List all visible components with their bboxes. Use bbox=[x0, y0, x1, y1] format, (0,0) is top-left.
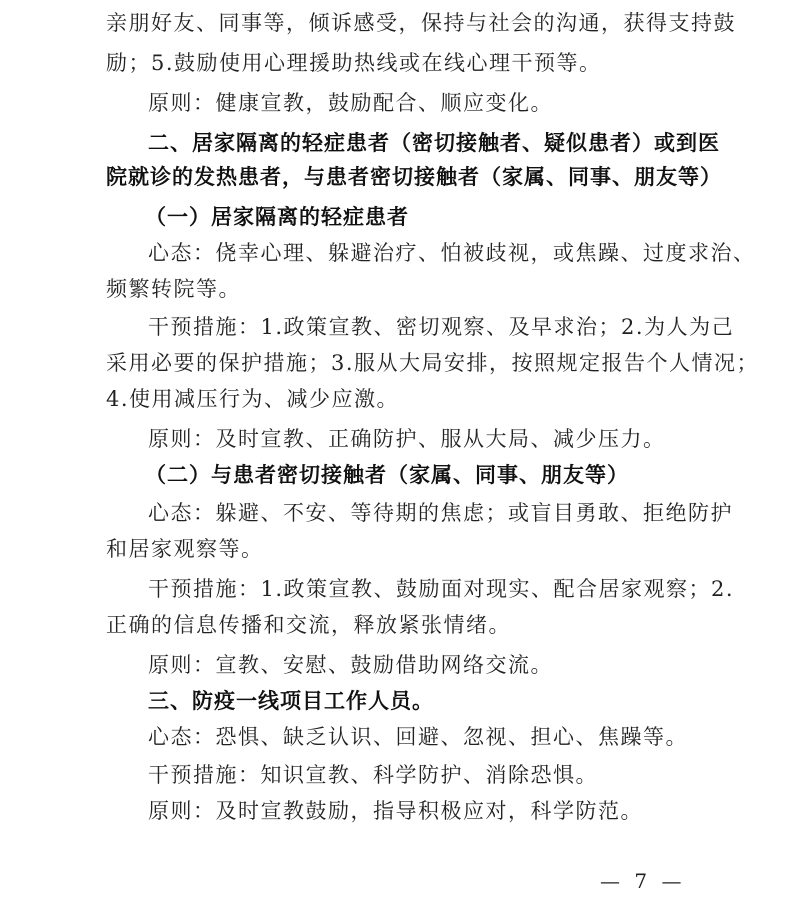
intervention-text: 干预措施：1.政策宣教、密切观察、及早求治；2.为人为己 bbox=[148, 315, 735, 339]
body-text-line: 亲朋好友、同事等，倾诉感受，保持与社会的沟通，获得支持鼓 bbox=[106, 11, 736, 35]
principle-text: 原则：健康宣教，鼓励配合、顺应变化。 bbox=[148, 91, 553, 115]
body-text-line: 采用必要的保护措施；3.服从大局安排，按照规定报告个人情况； bbox=[106, 351, 760, 375]
body-text-line: 和居家观察等。 bbox=[106, 537, 264, 561]
body-text-line: 正确的信息传播和交流，释放紧张情绪。 bbox=[106, 613, 511, 637]
section-heading-2: 二、居家隔离的轻症患者（密切接触者、疑似患者）或到医 bbox=[148, 130, 720, 155]
mindset-text: 心态：侥幸心理、躲避治疗、怕被歧视，或焦躁、过度求治、 bbox=[148, 241, 756, 265]
intervention-text: 干预措施：知识宣教、科学防护、消除恐惧。 bbox=[148, 763, 598, 787]
section-heading-2-cont: 院就诊的发热患者，与患者密切接触者（家属、同事、朋友等） bbox=[106, 164, 722, 189]
mindset-text: 心态：躲避、不安、等待期的焦虑；或盲目勇敢、拒绝防护 bbox=[148, 501, 733, 525]
body-text-line: 4.使用减压行为、减少应激。 bbox=[106, 387, 400, 411]
mindset-text: 心态：恐惧、缺乏认识、回避、忽视、担心、焦躁等。 bbox=[148, 725, 688, 749]
subsection-heading-1: （一）居家隔离的轻症患者 bbox=[145, 204, 409, 229]
body-text-line: 频繁转院等。 bbox=[106, 277, 241, 301]
page-number: — 7 — bbox=[600, 869, 686, 893]
principle-text: 原则：及时宣教鼓励，指导积极应对，科学防范。 bbox=[148, 799, 643, 823]
intervention-text: 干预措施：1.政策宣教、鼓励面对现实、配合居家观察；2. bbox=[148, 577, 735, 601]
section-heading-3: 三、防疫一线项目工作人员。 bbox=[148, 688, 434, 713]
body-text-line: 励；5.鼓励使用心理援助热线或在线心理干预等。 bbox=[106, 51, 602, 75]
principle-text: 原则：宣教、安慰、鼓励借助网络交流。 bbox=[148, 653, 553, 677]
subsection-heading-2: （二）与患者密切接触者（家属、同事、朋友等） bbox=[145, 462, 629, 487]
principle-text: 原则：及时宣教、正确防护、服从大局、减少压力。 bbox=[148, 427, 666, 451]
